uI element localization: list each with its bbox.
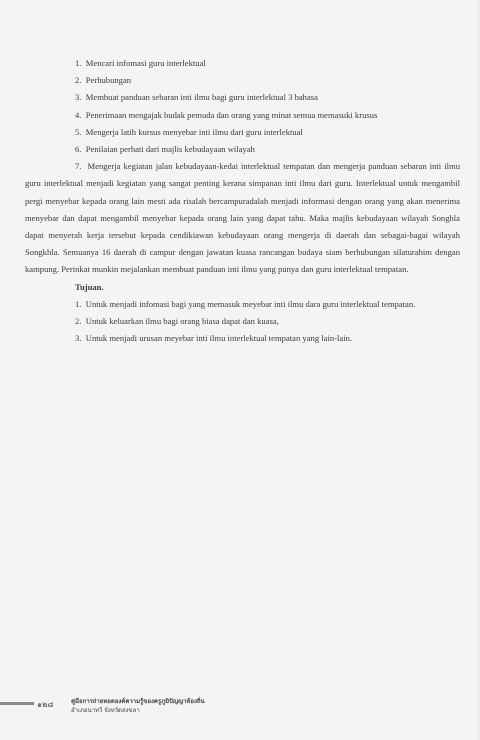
list-item: 4. Penerimaan mengajak budak pemuda dan orang yang minat semua memasuki krusus <box>75 109 378 120</box>
list-item: 5. Mengerja latih kursus menyebar inti ilmu dari guru interlektual <box>75 126 303 137</box>
list-item: 6. Penilaian perhati dari majlis kebudayaan wilayah <box>75 144 255 155</box>
body-text <box>25 55 460 347</box>
paragraph-7: 7. Mengerja kegiatan jalan kebudayaan-kedai interlektual tempatan dan mengerja panduan sebaran inti ilmu guru interlektual menjadi kegiatan yang sangat penting kerana simpanan inti ilmu dari guru. Interlektual untuk mengambil pergi menyebar kepada orang lain mesti ada risalah bercampuradalah menjadi informasi dengan orang yang akan menerima menyebar dan dapat mengambil menyebar kepada orang lain yang dapat tahu. Maka majlis kebudayaan wilayah Songhla dapat menyerah kerja tersebut kepada cendikiawan kebudayaan orang mengerja di daerah dan sebagai-bagai wilayah Songkhla. Semuanya 16 daerah di campur dengan jawatan kuasa rancangan budaya siam berhubungan silaturahim dengan kampung. Perinkat munkin mejalankan membuat panduan inti ilmu yang punya dan guru interlektual tempatan. <box>25 161 460 275</box>
tujuan-item-3: 3. Untuk menjadi urusan meyebar inti ilmu interlektual tempatan yang lain-lain. <box>75 333 353 344</box>
list-item: 3. Membuat panduan sebaran inti ilmu bagi guru interlektual 3 bahasa <box>75 92 318 103</box>
page-number: ๑๒๘ <box>37 700 54 709</box>
footer-subtitle: อำเภอนาทวี จังหวัดสงขลา <box>71 707 140 714</box>
footer-title: คู่มือการถ่ายทอดองค์ความรู้ของครูภูมิปัญญาท้องถิ่น <box>71 698 205 705</box>
page-footer <box>0 695 480 725</box>
footer-bar <box>0 702 34 705</box>
tujuan-item-2: 2. Untuk keluarkan ilmu bagi orang biasa dapat dan kuasa, <box>75 316 279 327</box>
list-item: 1. Mencari infomasi guru interlektual <box>75 58 206 68</box>
tujuan-item-1: 1. Untuk menjadi infomasi bagi yang memasuk meyebar inti ilmu dara guru interlektual tempatan. <box>75 298 416 309</box>
list-item: 2. Perhubungan <box>75 75 132 86</box>
tujuan-heading: Tujuan. <box>75 281 104 292</box>
page-edge-shadow <box>476 0 480 740</box>
